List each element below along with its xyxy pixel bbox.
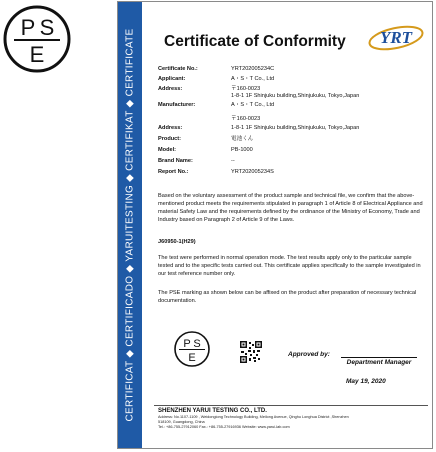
pse-mark-logo bbox=[2, 4, 72, 74]
approved-by-label: Approved by: bbox=[288, 351, 330, 358]
pse-mark-stamp bbox=[173, 330, 211, 368]
field-manufacturer-address: Address: 1-8-1 1F Shinjuku building,Shinjukuku, Tokyo,Japan bbox=[158, 125, 360, 131]
contact-line: Tel.: +86-755-27912060 Fax.: +86-755-27916936 Website: www.yarui-lab.com bbox=[158, 425, 290, 429]
svg-text:E: E bbox=[188, 352, 196, 364]
field-applicant-address-line2: 1-8-1 1F Shinjuku building,Shinjukuku, Tokyo,Japan bbox=[231, 93, 360, 99]
field-manufacturer: Manufacturer: A・S・T Co., Ltd bbox=[158, 102, 275, 108]
company-name: SHENZHEN YARUI TESTING CO., LTD. bbox=[158, 408, 267, 414]
svg-text:P: P bbox=[20, 15, 36, 40]
company-address bbox=[158, 415, 428, 430]
address-line: Address: No.1107-1109 , Weidongiong Technology Building, Meilong Avenue, Qinghu Longhua District ,Shenzhen bbox=[158, 415, 349, 419]
svg-text:P: P bbox=[183, 338, 191, 350]
field-manufacturer-postcode: 〒160-0023 bbox=[231, 116, 261, 122]
pse-marking-paragraph: The PSE marking as shown below can be affixed on the product after preparation of necessary technical documentation. bbox=[158, 290, 417, 304]
certificate-title: Certificate of Conformity bbox=[164, 33, 346, 50]
field-applicant-address: Address: 〒160-0023 bbox=[158, 86, 261, 92]
svg-text:E: E bbox=[29, 42, 45, 67]
footer-divider bbox=[154, 405, 428, 406]
test-conditions-paragraph: The test were performed in normal operation mode. The test results apply only to the particular sample tested and to the specific tests carried out. This certificate applies specifically to the sample investigated in our test reference number only. bbox=[158, 255, 421, 277]
qr-code bbox=[240, 341, 262, 363]
standard-label: J60950-1(H29) bbox=[158, 239, 196, 245]
field-product: Product: 電池くん bbox=[158, 136, 254, 142]
issue-date: May 19, 2020 bbox=[346, 378, 386, 385]
certificate-document bbox=[117, 1, 433, 449]
yrt-brand-logo bbox=[366, 16, 426, 56]
field-certificate-no: Certificate No.: YRT202005234C bbox=[158, 66, 275, 72]
field-applicant: Applicant: A・S・T Co., Ltd bbox=[158, 76, 275, 82]
certificate-sidebar bbox=[118, 2, 142, 448]
signature-line bbox=[341, 357, 417, 358]
svg-text:S: S bbox=[39, 15, 55, 40]
conformity-paragraph: Based on the voluntary assessment of the product sample and technical file, we confirm that the above-mentioned product meets the requirements stipulated in paragraph 1 of Article 8 of Electrical Appliance and material Safety Law and the requirements defined by the ordinance of the Ministry of Economy, Trade and Industry based on Paragraph 2 of Article 9 of the Laws. bbox=[158, 193, 423, 223]
field-report-no: Report No.: YRT202005234S bbox=[158, 169, 274, 175]
field-list bbox=[158, 66, 428, 176]
sidebar-text: CERTIFICAT ◆ CERTIFICADO ◆ YARUITESTING ◆ CERTIFIKAT ◆ CERTIFICATE bbox=[124, 28, 136, 422]
field-brand-name: Brand Name: -- bbox=[158, 158, 235, 164]
department-label: Department Manager bbox=[346, 359, 412, 366]
svg-text:YRT: YRT bbox=[379, 28, 413, 47]
svg-text:S: S bbox=[193, 338, 201, 350]
field-model: Model: PB-1000 bbox=[158, 147, 253, 153]
address-line: 518109, Guangdong, China bbox=[158, 420, 205, 424]
